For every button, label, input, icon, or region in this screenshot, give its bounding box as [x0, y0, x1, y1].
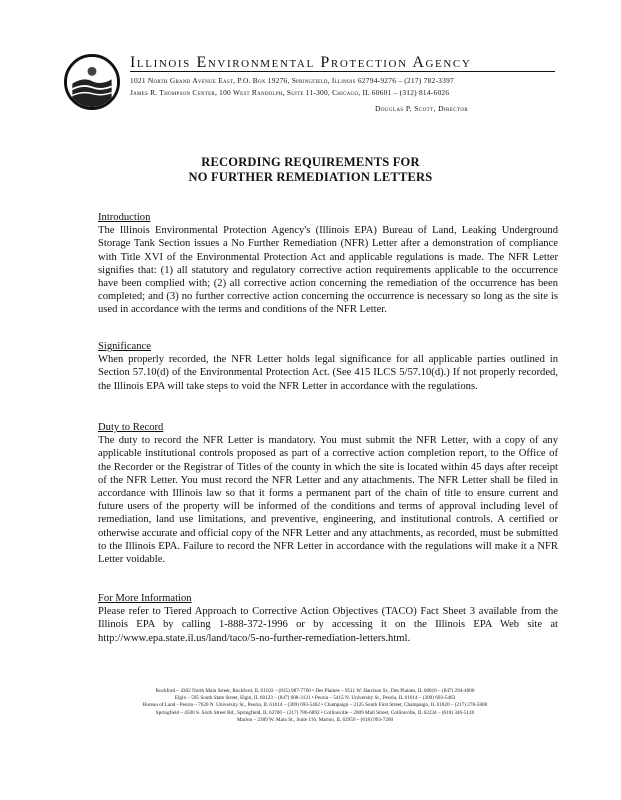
- duty-heading: Duty to Record: [98, 422, 164, 433]
- significance-section: [98, 340, 558, 393]
- more-information-section: [98, 592, 558, 645]
- introduction-body: The Illinois Environmental Protection Agency's (Illinois EPA) Bureau of Land, Leaking Underground Storage Tank Section issues a No Further Remediation (NFR) Letter after a demonstration of compliance with Title XVI of the Environmental Protection Act and applicable regulations is made. The NFR Letter signifies that: (1) all statutory and regulatory corrective action requirements applicable to the occurrence have been complied with; (2) all corrective action concerning the remediation of the occurrence has been completed; and (3) no further corrective action concerning the occurrence is necessary so long as the site is used in accordance with the terms and conditions of the NFR Letter.: [98, 225, 558, 316]
- significance-heading: Significance: [98, 341, 151, 352]
- seal-graphic: [67, 57, 117, 107]
- document-title-line-2: NO FURTHER REMEDIATION LETTERS: [188, 170, 433, 184]
- footer-line: Bureau of Land - Peoria – 7620 N. University St., Peoria, IL 61614 – (309) 693-5462 • Champaign – 2125 South First Street, Champaign, IL 61820 – (217) 278-5800: [142, 702, 488, 709]
- springfield-address: 1021 North Grand Avenue East, P.O. Box 19276, Springfield, Illinois 62794-9276 – (217) 782-3397: [130, 76, 454, 85]
- document-title-line-1: RECORDING REQUIREMENTS FOR: [201, 155, 420, 169]
- footer-line: Elgin – 595 South State Street, Elgin, IL 60123 – (847) 608-3131 • Peoria – 5415 N. University St., Peoria, IL 61614 – (309) 693-5463: [174, 695, 456, 702]
- more-info-heading: For More Information: [98, 593, 192, 604]
- significance-body: When properly recorded, the NFR Letter holds legal significance for all applicable parties outlined in Section 57.10(d) of the Environmental Protection Act. (See 415 ILCS 5/57.10(d).) If not properly recorded, the Illinois EPA will take steps to void the NFR Letter in accordance with the regulations.: [98, 354, 558, 392]
- director-name: Douglas P. Scott, Director: [375, 104, 469, 113]
- footer-line: Marion – 2309 W. Main St., Suite 116, Marion, IL 62959 – (618) 993-7200: [236, 716, 394, 723]
- header-divider: [130, 71, 555, 72]
- agency-seal-logo: [64, 54, 120, 110]
- introduction-heading: Introduction: [98, 212, 151, 223]
- footer-line: Springfield – 4500 S. Sixth Street Rd., Springfield, IL 62706 – (217) 786-6892 • Collinsville – 2009 Mall Street, Collinsville, IL 62234 – (618) 346-5120: [155, 709, 475, 716]
- regional-offices-footer: [60, 688, 570, 724]
- footer-line: Rockford – 4302 North Main Street, Rockford, IL 61103 – (815) 987-7760 • Des Plaines – 9511 W. Harrison St., Des Plaines, IL 60016 – (847) 294-4000: [155, 688, 475, 694]
- agency-name: Illinois Environmental Protection Agency: [130, 54, 472, 71]
- chicago-address: James R. Thompson Center, 100 West Randolph, Suite 11-300, Chicago, IL 60601 – (312) 814-6026: [130, 88, 450, 97]
- duty-body: The duty to record the NFR Letter is mandatory. You must submit the NFR Letter, with a copy of any applicable institutional controls proposed as part of a corrective action completion report, to the Office of the Recorder or the Registrar of Titles of the county in which the site is located within 45 days after receipt of the NFR Letter. You must record the NFR Letter and any attachments. The NFR Letter shall be filed in accordance with Illinois law so that it forms a permanent part of the chain of title to ensure current and future users of the property will be informed of the conditions and terms of approval including level of remediation, land use limitations, and preventive, engineering, and institutional controls. A certified or otherwise accurate and official copy of the NFR Letter and any attachments, as recorded, must be submitted to the Illinois EPA. Failure to record the NFR Letter in accordance with the regulations will make it a NFR Letter voidable.: [98, 435, 558, 566]
- duty-to-record-section: [98, 421, 558, 566]
- introduction-section: [98, 211, 558, 317]
- more-info-body: Please refer to Tiered Approach to Corrective Action Objectives (TACO) Fact Sheet 3 available from the Illinois EPA by calling 1-888-372-1996 or by accessing it on the Illinois EPA Web site at http://www.epa.state.il.us/land/taco/5-no-further-remediation-letters.html.: [98, 606, 558, 644]
